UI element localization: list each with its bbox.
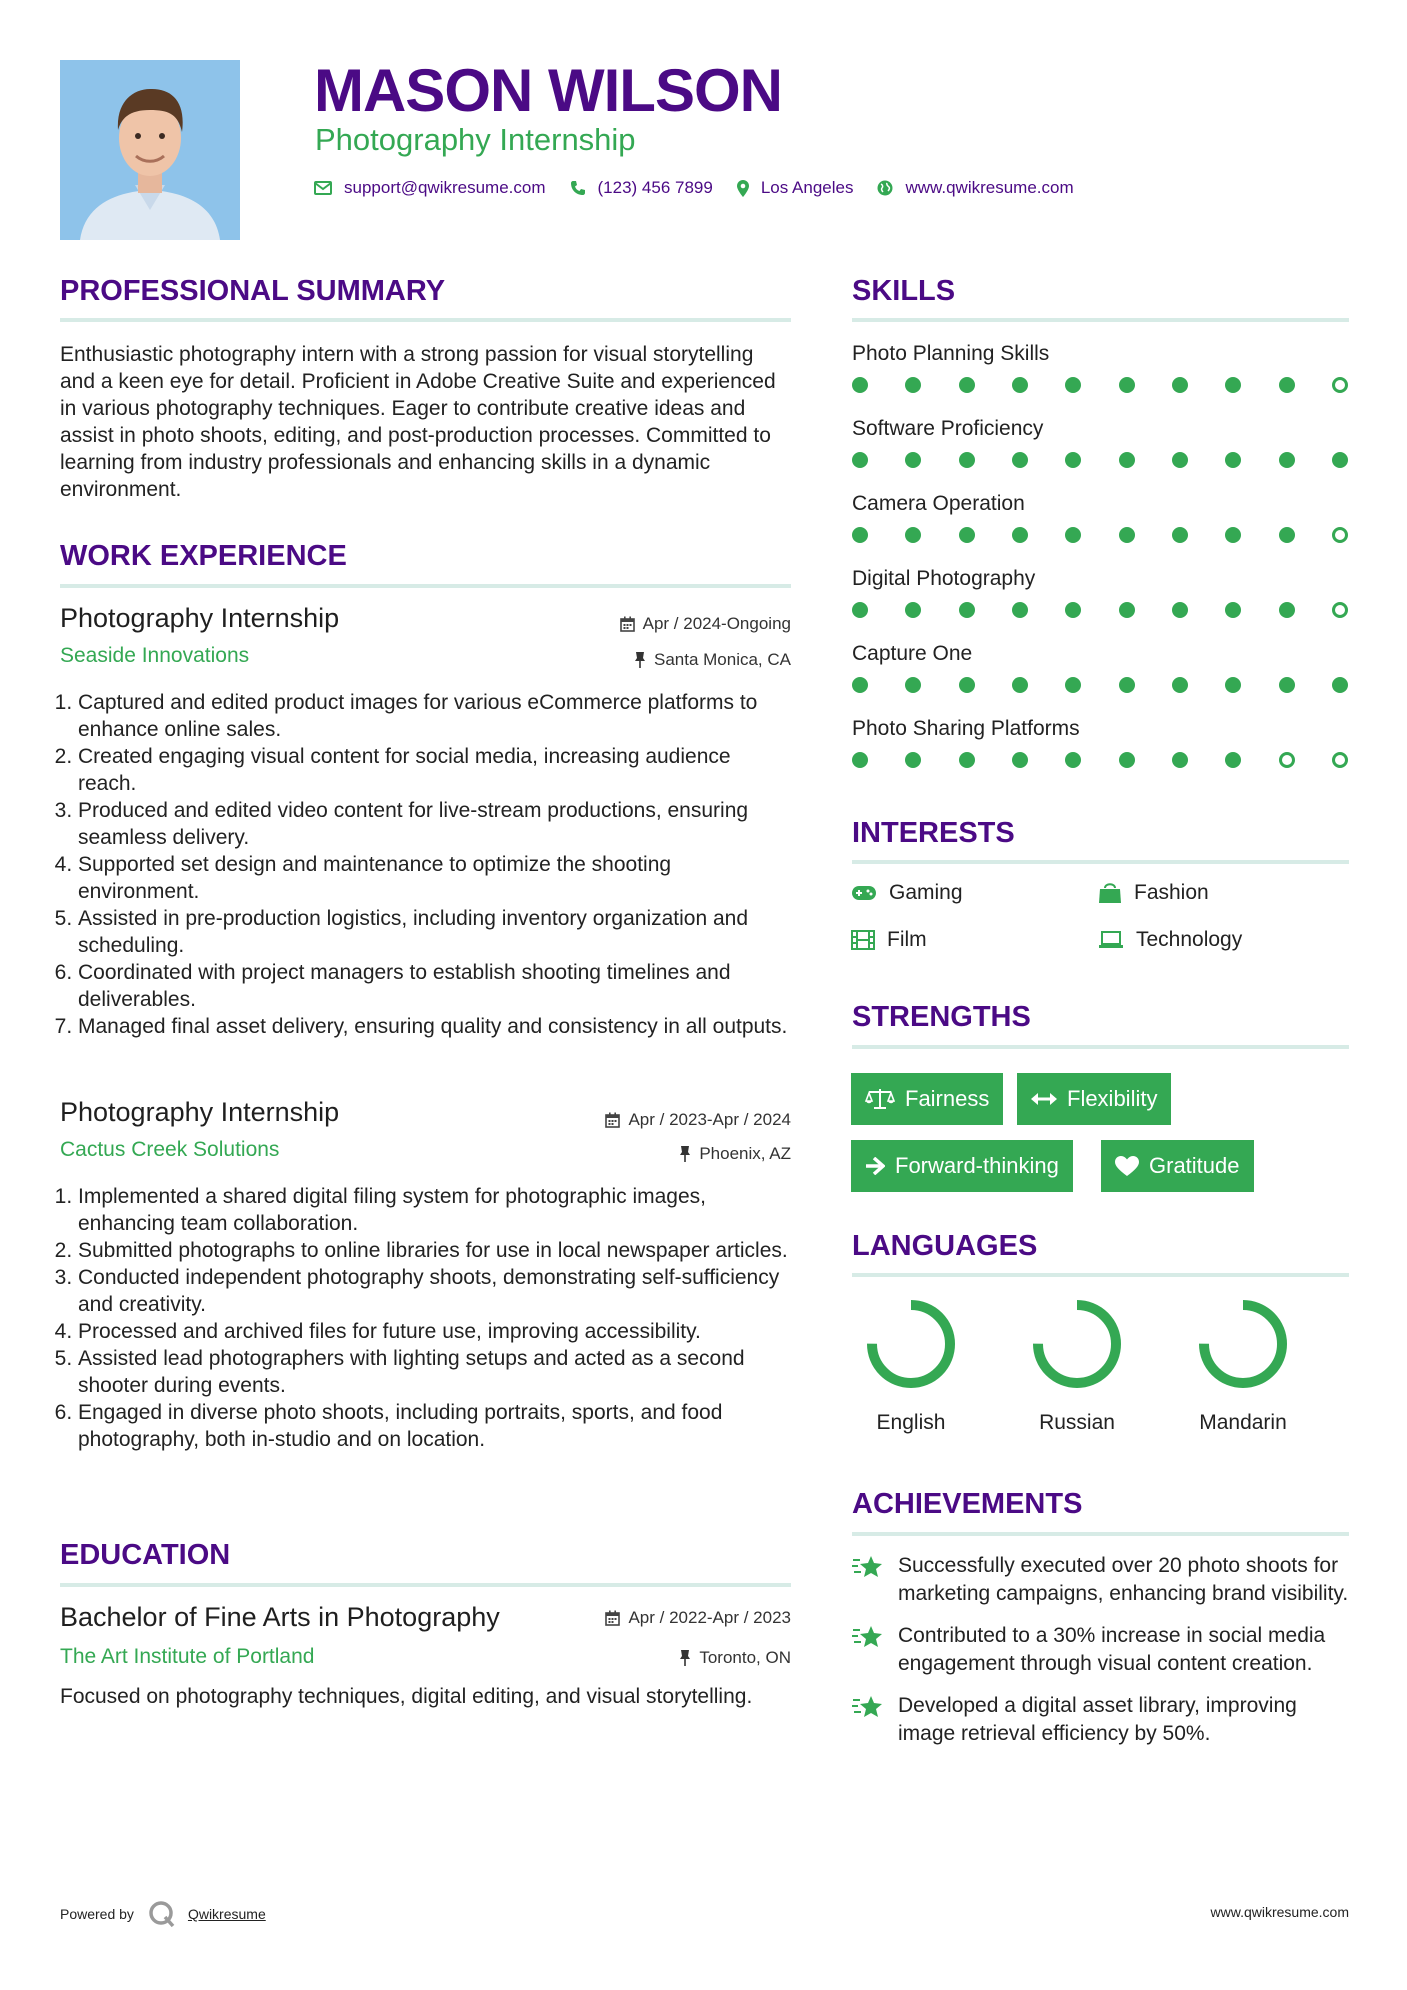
- strength-forward-thinking-label: Forward-thinking: [895, 1153, 1059, 1178]
- rating-dot-filled: [1119, 602, 1135, 618]
- achievement-item: [852, 1552, 1349, 1608]
- language-ring: [1197, 1298, 1289, 1390]
- email-text: support@qwikresume.com: [344, 178, 546, 197]
- skill-row: [852, 642, 1349, 717]
- phone-text: (123) 456 7899: [597, 178, 713, 197]
- rating-dot-filled: [1332, 677, 1348, 693]
- rating-dot-filled: [1012, 677, 1028, 693]
- skill-rating: [852, 377, 1348, 393]
- work-divider: [60, 584, 791, 588]
- rating-dot-filled: [852, 677, 868, 693]
- education-school: The Art Institute of Portland: [60, 1645, 315, 1668]
- job-2-bullet: 6. Engaged in diverse photo shoots, including portraits, sports, and food photography, both in-studio and on location.: [78, 1399, 791, 1453]
- interest-technology-label: Technology: [1136, 928, 1243, 951]
- rating-dot-filled: [1279, 452, 1295, 468]
- rating-dot-filled: [852, 377, 868, 393]
- rating-dot-filled: [1172, 527, 1188, 543]
- rating-dot-filled: [1119, 377, 1135, 393]
- skill-rating: [852, 752, 1348, 768]
- qwikresume-logo-icon: [148, 1900, 176, 1928]
- job-2-location: [679, 1144, 791, 1164]
- job-2-location-text: Phoenix, AZ: [699, 1144, 791, 1163]
- rating-dot-filled: [1119, 752, 1135, 768]
- skill-name: Software Proficiency: [852, 417, 1044, 440]
- job-1-location-text: Santa Monica, CA: [653, 650, 791, 669]
- person-portrait-icon: [60, 60, 240, 240]
- job-1-bullet: 7. Managed final asset delivery, ensuring quality and consistency in all outputs.: [78, 1013, 791, 1040]
- contact-location: [737, 178, 854, 198]
- rating-dot-filled: [905, 602, 921, 618]
- rating-dot-filled: [905, 752, 921, 768]
- rating-dot-empty: [1279, 752, 1295, 768]
- calendar-icon: [620, 616, 635, 632]
- interest-film-label: Film: [887, 928, 927, 951]
- rating-dot-filled: [1225, 377, 1241, 393]
- rating-dot-filled: [1065, 527, 1081, 543]
- rating-dot-empty: [1332, 377, 1348, 393]
- rating-dot-filled: [1279, 527, 1295, 543]
- website-text: www.qwikresume.com: [905, 178, 1074, 197]
- education-location: [679, 1648, 791, 1668]
- skill-name: Digital Photography: [852, 567, 1036, 590]
- calendar-icon: [605, 1112, 620, 1128]
- skill-name: Capture One: [852, 642, 973, 665]
- rating-dot-filled: [959, 752, 975, 768]
- rating-dot-filled: [1119, 527, 1135, 543]
- rating-dot-filled: [905, 377, 921, 393]
- strength-flexibility-label: Flexibility: [1067, 1086, 1158, 1111]
- languages-divider: [852, 1273, 1349, 1277]
- rating-dot-filled: [1279, 377, 1295, 393]
- brand-link[interactable]: Qwikresume: [187, 1906, 266, 1922]
- rating-dot-filled: [852, 752, 868, 768]
- arrows-horizontal-icon: [1031, 1092, 1057, 1106]
- rating-dot-filled: [1172, 677, 1188, 693]
- job-1-date-text: Apr / 2024-Ongoing: [642, 614, 791, 633]
- job-1-header: [60, 603, 791, 639]
- rating-dot-filled: [959, 527, 975, 543]
- language-name: Mandarin: [1199, 1411, 1287, 1434]
- job-1-bullet: 4. Supported set design and maintenance to optimize the shooting environment.: [78, 851, 791, 905]
- rating-dot-filled: [1065, 752, 1081, 768]
- interest-technology: [1098, 928, 1242, 952]
- skills-divider: [852, 318, 1349, 322]
- rating-dot-empty: [1332, 752, 1348, 768]
- laptop-icon: [1098, 931, 1124, 949]
- rating-dot-filled: [1012, 452, 1028, 468]
- language-name: Russian: [1039, 1411, 1115, 1434]
- skill-row: [852, 342, 1349, 417]
- rating-dot-filled: [1065, 602, 1081, 618]
- achievements-heading: ACHIEVEMENTS: [852, 1488, 1083, 1520]
- footer-url[interactable]: www.qwikresume.com: [1210, 1904, 1349, 1920]
- envelope-icon: [314, 181, 332, 195]
- globe-icon: [877, 180, 893, 196]
- location-text: Los Angeles: [760, 178, 854, 197]
- education-divider: [60, 1583, 791, 1587]
- pushpin-icon: [634, 652, 646, 668]
- rating-dot-filled: [959, 377, 975, 393]
- skill-row: [852, 417, 1349, 492]
- education-location-text: Toronto, ON: [699, 1648, 791, 1667]
- balance-scale-icon: [865, 1088, 895, 1110]
- footer-powered-by: [60, 1900, 266, 1928]
- skill-name: Photo Sharing Platforms: [852, 717, 1080, 740]
- strengths-heading: STRENGTHS: [852, 1001, 1031, 1033]
- rating-dot-filled: [959, 602, 975, 618]
- shooting-star-icon: [852, 1694, 884, 1720]
- strengths-divider: [852, 1045, 1349, 1049]
- rating-dot-filled: [1225, 677, 1241, 693]
- achievement-text: Contributed to a 30% increase in social media engagement through visual content creation.: [898, 1624, 1326, 1675]
- job-1-bullets: [60, 689, 791, 1040]
- rating-dot-empty: [1332, 602, 1348, 618]
- job-2-date-text: Apr / 2023-Apr / 2024: [628, 1110, 791, 1129]
- rating-dot-filled: [1119, 677, 1135, 693]
- job-1-title: Photography Internship: [60, 603, 340, 633]
- job-2-company: Cactus Creek Solutions: [60, 1138, 280, 1161]
- skills-heading: SKILLS: [852, 275, 956, 307]
- contact-bar: [314, 178, 1098, 198]
- summary-heading: PROFESSIONAL SUMMARY: [60, 275, 446, 307]
- skill-rating: [852, 452, 1348, 468]
- rating-dot-filled: [905, 527, 921, 543]
- rating-dot-filled: [852, 602, 868, 618]
- education-header: [60, 1602, 791, 1638]
- achievements-divider: [852, 1532, 1349, 1536]
- rating-dot-filled: [1172, 452, 1188, 468]
- job-1-bullet: 3. Produced and edited video content for live-stream productions, ensuring seamless delivery.: [78, 797, 791, 851]
- strength-gratitude: [1101, 1140, 1254, 1192]
- job-1-subheader: [60, 644, 791, 674]
- skill-row: [852, 717, 1349, 792]
- rating-dot-filled: [959, 677, 975, 693]
- heart-icon: [1115, 1156, 1139, 1177]
- achievement-text: Successfully executed over 20 photo shoots for marketing campaigns, enhancing brand visibility.: [898, 1554, 1349, 1605]
- rating-dot-filled: [1225, 452, 1241, 468]
- arrow-right-icon: [865, 1157, 885, 1175]
- job-1-location: [634, 650, 791, 670]
- rating-dot-filled: [1065, 677, 1081, 693]
- rating-dot-filled: [1172, 752, 1188, 768]
- education-description: Focused on photography techniques, digital editing, and visual storytelling.: [60, 1685, 753, 1708]
- job-1-bullet: 1. Captured and edited product images for various eCommerce platforms to enhance online sales.: [78, 689, 791, 743]
- skill-name: Photo Planning Skills: [852, 342, 1050, 365]
- language-item: [846, 1298, 976, 1435]
- job-2-header: [60, 1097, 791, 1133]
- gamepad-icon: [851, 885, 877, 901]
- rating-dot-filled: [1225, 752, 1241, 768]
- skill-row: [852, 492, 1349, 567]
- language-ring: [865, 1298, 957, 1390]
- map-pin-icon: [737, 180, 749, 197]
- rating-dot-filled: [852, 452, 868, 468]
- rating-dot-filled: [1012, 527, 1028, 543]
- contact-website[interactable]: [877, 178, 1073, 198]
- skill-name: Camera Operation: [852, 492, 1025, 515]
- language-item: [1012, 1298, 1142, 1435]
- calendar-icon: [605, 1610, 620, 1626]
- skill-rating: [852, 677, 1348, 693]
- rating-dot-filled: [905, 677, 921, 693]
- powered-by-text: Powered by: [60, 1906, 134, 1922]
- interest-film: [851, 928, 927, 952]
- shopping-bag-icon: [1098, 882, 1122, 904]
- job-2-bullet: 1. Implemented a shared digital filing system for photographic images, enhancing team collaboration.: [78, 1183, 791, 1237]
- language-name: English: [876, 1411, 946, 1434]
- rating-dot-filled: [1279, 602, 1295, 618]
- achievements-list: [852, 1552, 1349, 1748]
- job-1-date: [620, 614, 791, 634]
- pushpin-icon: [679, 1650, 691, 1666]
- strength-forward-thinking: [851, 1140, 1073, 1192]
- language-item: [1178, 1298, 1308, 1435]
- job-2-bullet: 3. Conducted independent photography shoots, demonstrating self-sufficiency and creativity.: [78, 1264, 791, 1318]
- rating-dot-filled: [1065, 452, 1081, 468]
- education-subheader: [60, 1645, 791, 1675]
- languages-heading: LANGUAGES: [852, 1230, 1038, 1262]
- rating-dot-filled: [1225, 527, 1241, 543]
- film-icon: [851, 930, 875, 950]
- rating-dot-filled: [959, 452, 975, 468]
- rating-dot-filled: [1332, 452, 1348, 468]
- interest-gaming: [851, 881, 963, 905]
- shooting-star-icon: [852, 1624, 884, 1650]
- rating-dot-filled: [852, 527, 868, 543]
- strength-fairness: [851, 1073, 1003, 1125]
- interests-heading: INTERESTS: [852, 817, 1015, 849]
- phone-icon: [570, 180, 586, 196]
- skill-row: [852, 567, 1349, 642]
- job-1-bullet: 2. Created engaging visual content for social media, increasing audience reach.: [78, 743, 791, 797]
- rating-dot-filled: [905, 452, 921, 468]
- pushpin-icon: [679, 1146, 691, 1162]
- language-ring: [1031, 1298, 1123, 1390]
- rating-dot-filled: [1172, 377, 1188, 393]
- work-heading: WORK EXPERIENCE: [60, 540, 347, 572]
- education-date-text: Apr / 2022-Apr / 2023: [628, 1608, 791, 1627]
- skill-rating: [852, 602, 1348, 618]
- interest-fashion-label: Fashion: [1134, 881, 1209, 904]
- interest-fashion: [1098, 881, 1209, 905]
- achievement-text: Developed a digital asset library, improving image retrieval efficiency by 50%.: [898, 1694, 1297, 1745]
- skill-rating: [852, 527, 1348, 543]
- achievement-item: [852, 1622, 1349, 1678]
- job-1-bullet: 5. Assisted in pre-production logistics, including inventory organization and scheduling.: [78, 905, 791, 959]
- rating-dot-empty: [1332, 527, 1348, 543]
- job-1-bullet: 6. Coordinated with project managers to establish shooting timelines and deliverables.: [78, 959, 791, 1013]
- candidate-role: Photography Internship: [315, 122, 636, 157]
- job-1-company: Seaside Innovations: [60, 644, 250, 667]
- job-2-bullet: 5. Assisted lead photographers with lighting setups and acted as a second shooter during events.: [78, 1345, 791, 1399]
- shooting-star-icon: [852, 1554, 884, 1580]
- summary-divider: [60, 318, 791, 322]
- job-2-date: [605, 1110, 791, 1130]
- profile-photo: [60, 60, 240, 240]
- rating-dot-filled: [1012, 377, 1028, 393]
- strength-fairness-label: Fairness: [905, 1086, 990, 1111]
- rating-dot-filled: [1279, 677, 1295, 693]
- job-2-bullet: 2. Submitted photographs to online libraries for use in local newspaper articles.: [78, 1237, 791, 1264]
- education-date: [605, 1608, 791, 1628]
- education-heading: EDUCATION: [60, 1539, 231, 1571]
- rating-dot-filled: [1119, 452, 1135, 468]
- education-degree: Bachelor of Fine Arts in Photography: [60, 1602, 500, 1632]
- interests-divider: [852, 860, 1349, 864]
- contact-phone[interactable]: [570, 178, 713, 198]
- job-2-bullets: [60, 1183, 791, 1453]
- job-2-bullet: 4. Processed and archived files for future use, improving accessibility.: [78, 1318, 791, 1345]
- strength-flexibility: [1017, 1073, 1171, 1125]
- strength-gratitude-label: Gratitude: [1149, 1153, 1240, 1178]
- rating-dot-filled: [1012, 602, 1028, 618]
- rating-dot-filled: [1065, 377, 1081, 393]
- summary-text: Enthusiastic photography intern with a strong passion for visual storytelling and a keen eye for detail. Proficient in Adobe Creative Suite and experienced in various photography techniques. Eager to contribute creative ideas and assist in photo shoots, editing, and post-production processes. Committed to learning from industry professionals and enhancing skills in a dynamic environment.: [60, 343, 776, 501]
- achievement-item: [852, 1692, 1349, 1748]
- candidate-name: MASON WILSON: [314, 57, 782, 124]
- rating-dot-filled: [1172, 602, 1188, 618]
- languages-list: [846, 1298, 1308, 1435]
- contact-email[interactable]: [314, 178, 546, 198]
- skills-list: [852, 342, 1349, 792]
- interest-gaming-label: Gaming: [889, 881, 963, 904]
- rating-dot-filled: [1225, 602, 1241, 618]
- rating-dot-filled: [1012, 752, 1028, 768]
- job-2-subheader: [60, 1138, 791, 1168]
- job-2-title: Photography Internship: [60, 1097, 340, 1127]
